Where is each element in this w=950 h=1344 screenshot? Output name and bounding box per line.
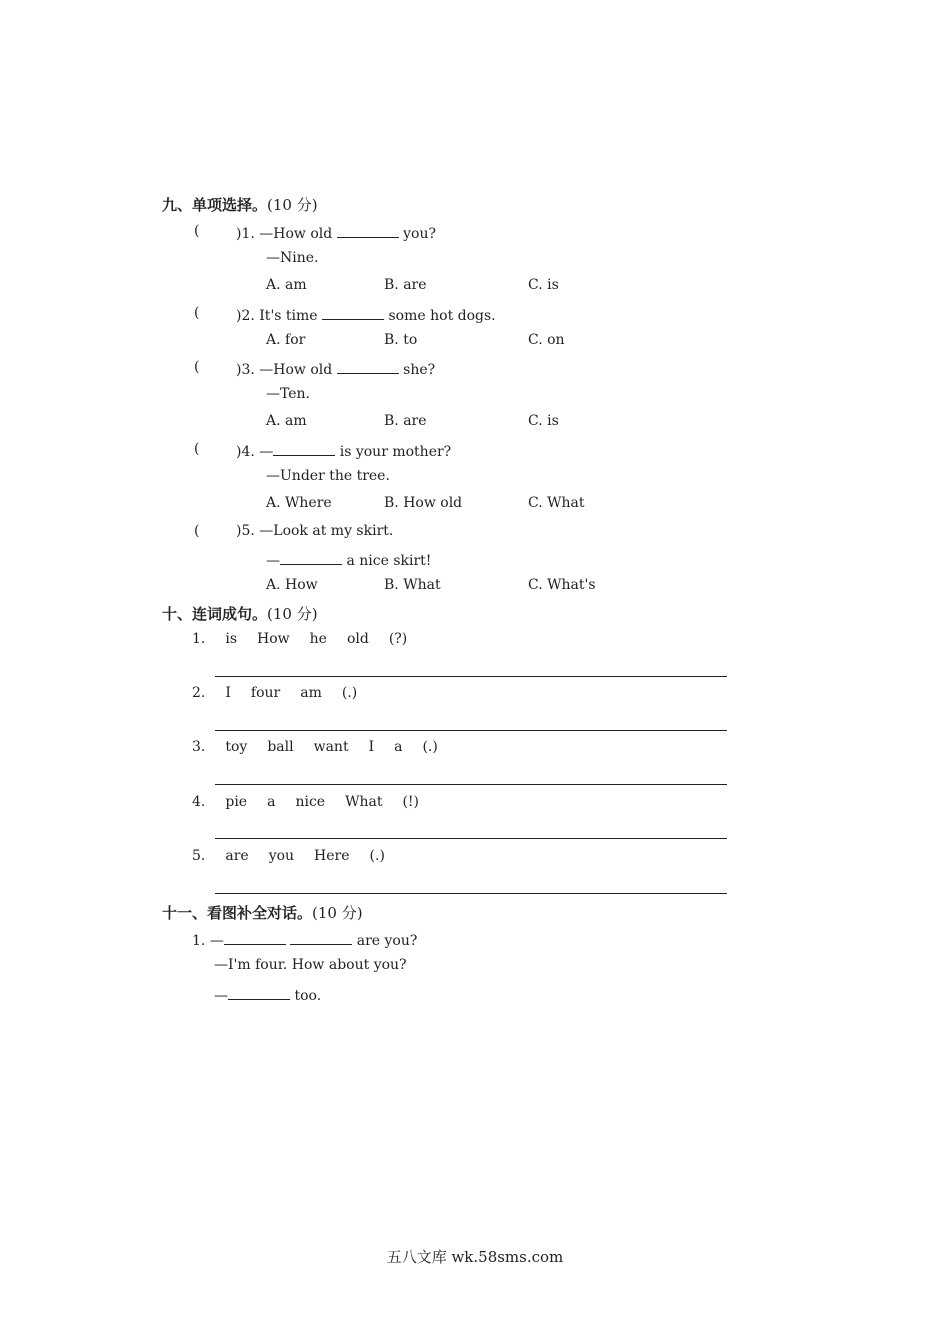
section-9-score: (10 分): [267, 196, 318, 214]
word: How: [257, 631, 290, 647]
section-9-title: 九、单项选择。: [162, 196, 268, 214]
q4-text-pre: —: [259, 444, 274, 460]
answer-line-5[interactable]: [215, 893, 727, 894]
q4-blank[interactable]: [273, 441, 335, 456]
q5-paren: (: [194, 523, 200, 539]
section-10-title: 十、连词成句。: [162, 605, 268, 623]
word: What: [345, 794, 383, 810]
s11-line-2: —I'm four. How about you?: [214, 957, 407, 973]
answer-line-4[interactable]: [215, 838, 727, 839]
s11-line-3-dash: —: [214, 988, 228, 1004]
word: pie: [225, 794, 248, 810]
s10-item-2-number: 2.: [192, 685, 206, 701]
word: I: [225, 685, 231, 701]
s11-line-3: [214, 985, 321, 1004]
word: he: [309, 631, 327, 647]
word: nice: [295, 794, 326, 810]
section-10-heading: [162, 603, 318, 624]
section-9-heading: [162, 194, 318, 215]
s11-blank-3[interactable]: [228, 985, 290, 1000]
s11-line-3-post: too.: [294, 988, 322, 1004]
s10-item-4-number: 4.: [192, 794, 206, 810]
s10-item-5-number: 5.: [192, 848, 206, 864]
q2-option-c[interactable]: C. on: [528, 332, 565, 348]
q5-response-post: a nice skirt!: [346, 553, 432, 569]
footer-watermark: 五八文库 wk.58sms.com: [386, 1248, 564, 1266]
punctuation: (.): [422, 739, 438, 755]
q1-response: —Nine.: [266, 250, 319, 266]
answer-line-3[interactable]: [215, 784, 727, 785]
q5-number: )5.: [236, 523, 255, 539]
q2-blank[interactable]: [322, 305, 384, 320]
q2-text-post: some hot dogs.: [388, 308, 496, 324]
q1-option-a[interactable]: A. am: [266, 277, 307, 293]
q1-text-pre: —How old: [259, 226, 333, 242]
q3-option-b[interactable]: B. are: [384, 413, 427, 429]
q2-option-a[interactable]: A. for: [266, 332, 306, 348]
s11-line-1-dash: —: [209, 933, 224, 949]
q1-stem: [236, 223, 436, 242]
q4-response: —Under the tree.: [266, 468, 390, 484]
punctuation: (.): [341, 685, 358, 701]
word: I: [368, 739, 375, 755]
s10-item-1: [192, 631, 427, 647]
q2-text-pre: It's time: [259, 308, 318, 324]
q4-option-b[interactable]: B. How old: [384, 495, 463, 511]
s11-blank-1[interactable]: [224, 930, 286, 945]
q1-blank[interactable]: [337, 223, 399, 238]
word: toy: [225, 739, 248, 755]
q3-blank[interactable]: [337, 359, 399, 374]
s10-item-4: [192, 794, 439, 810]
q3-text-pre: —How old: [259, 362, 333, 378]
q5-option-b[interactable]: B. What: [384, 577, 441, 593]
answer-line-2[interactable]: [215, 730, 727, 731]
q2-number: )2.: [236, 308, 255, 324]
punctuation: (?): [388, 631, 408, 647]
q5-blank[interactable]: [280, 550, 342, 565]
q4-paren: (: [194, 441, 200, 457]
section-11-score: (10 分): [312, 904, 363, 922]
word: want: [313, 739, 349, 755]
q3-option-a[interactable]: A. am: [266, 413, 307, 429]
section-11-heading: [162, 902, 363, 923]
q1-text-post: you?: [403, 226, 437, 242]
word: you: [268, 848, 295, 864]
q3-option-c[interactable]: C. is: [528, 413, 559, 429]
q2-option-b[interactable]: B. to: [384, 332, 418, 348]
q5-response-pre: —: [266, 553, 280, 569]
q5-stem: [236, 523, 393, 539]
word: four: [250, 685, 281, 701]
s11-number: 1.: [192, 933, 206, 949]
q3-response: —Ten.: [266, 386, 311, 402]
q4-stem: [236, 441, 451, 460]
word: a: [394, 739, 403, 755]
q4-text-post: is your mother?: [339, 444, 452, 460]
word: Here: [314, 848, 350, 864]
word: a: [267, 794, 276, 810]
q3-paren: (: [194, 359, 200, 375]
word: is: [225, 631, 238, 647]
s10-item-2: [192, 685, 377, 701]
word: ball: [267, 739, 294, 755]
punctuation: (.): [369, 848, 385, 864]
q3-stem: [236, 359, 435, 378]
q5-response: [266, 550, 431, 569]
section-11-title: 十一、看图补全对话。: [162, 904, 313, 922]
word: old: [346, 631, 369, 647]
q5-option-c[interactable]: C. What's: [528, 577, 596, 593]
answer-line-1[interactable]: [215, 676, 727, 677]
word: am: [300, 685, 322, 701]
q4-option-c[interactable]: C. What: [528, 495, 585, 511]
q5-text: —Look at my skirt.: [259, 523, 394, 539]
section-10-score: (10 分): [267, 605, 318, 623]
q2-stem: [236, 305, 496, 324]
s11-line-1-post: are you?: [356, 933, 418, 949]
word: are: [225, 848, 249, 864]
s10-item-3-number: 3.: [192, 739, 206, 755]
s10-item-5: [192, 848, 405, 864]
s11-line-1: [192, 930, 417, 949]
s11-blank-2[interactable]: [290, 930, 352, 945]
q1-number: )1.: [236, 226, 255, 242]
q4-number: )4.: [236, 444, 255, 460]
q3-number: )3.: [236, 362, 255, 378]
q1-paren: (: [194, 223, 200, 239]
q2-paren: (: [194, 305, 200, 321]
s10-item-3: [192, 739, 458, 755]
q5-option-a[interactable]: A. How: [266, 577, 318, 593]
q3-text-post: she?: [403, 362, 436, 378]
punctuation: (!): [402, 794, 420, 810]
q1-option-c[interactable]: C. is: [528, 277, 559, 293]
q1-option-b[interactable]: B. are: [384, 277, 427, 293]
s10-item-1-number: 1.: [192, 631, 206, 647]
q4-option-a[interactable]: A. Where: [266, 495, 332, 511]
